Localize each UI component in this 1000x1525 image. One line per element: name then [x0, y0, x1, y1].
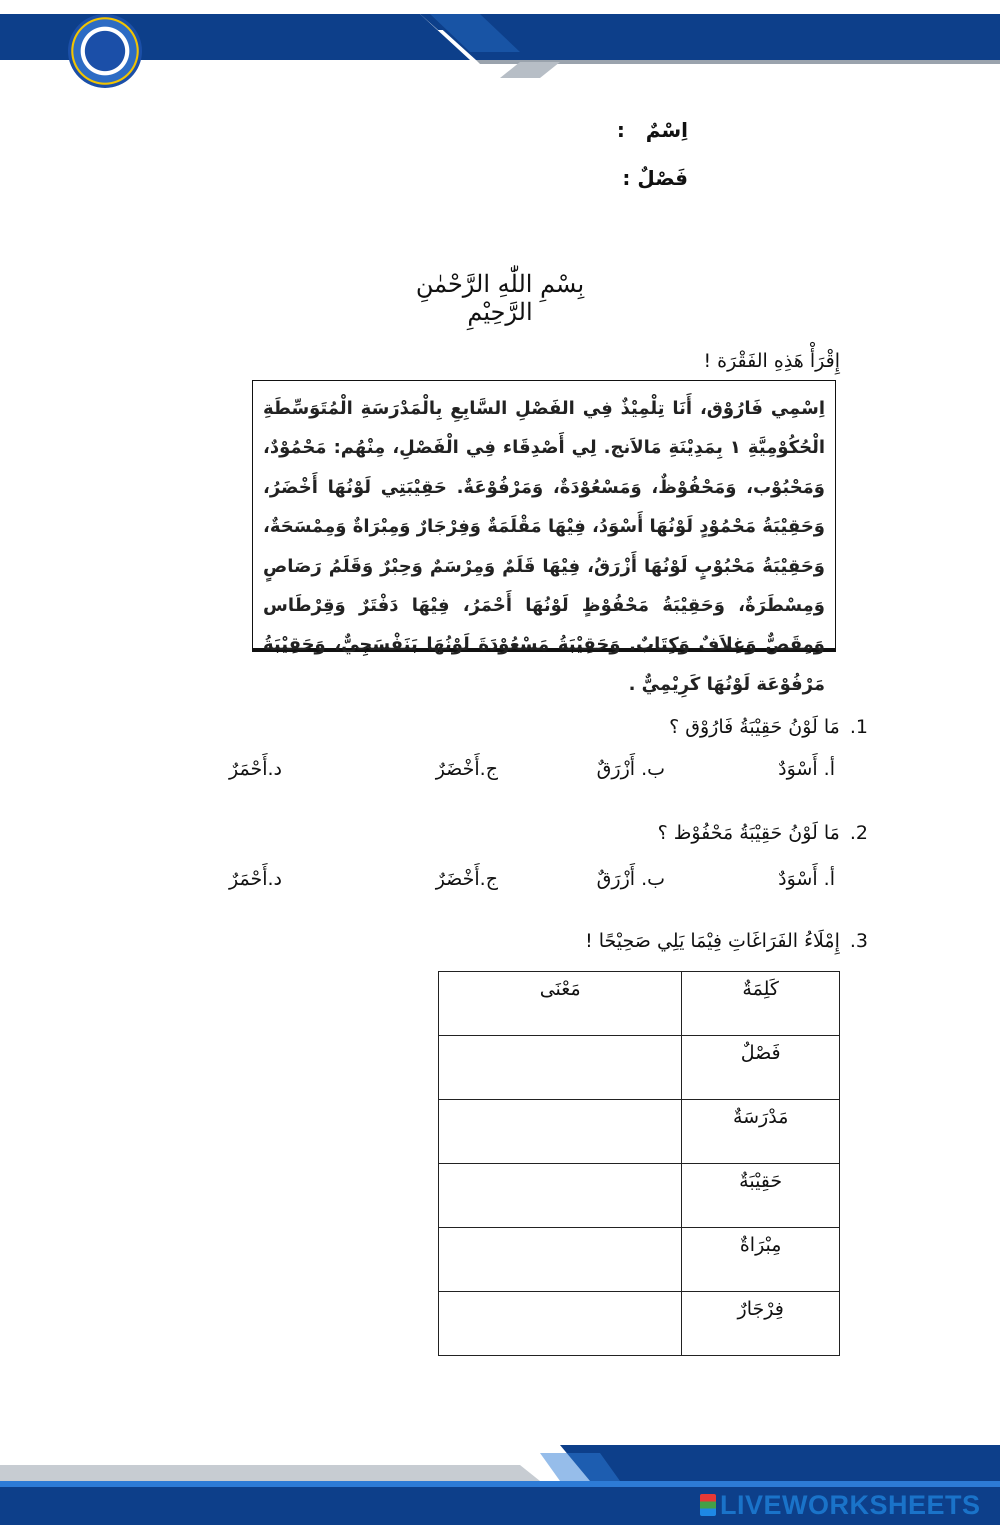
- question-3: [585, 930, 868, 952]
- question-number: 2.: [849, 822, 868, 844]
- meaning-answer-cell[interactable]: [439, 1228, 682, 1292]
- q2-choice-b[interactable]: ب. أَزْرَقٌ: [596, 868, 665, 890]
- word-cell: حَقِيْبَةٌ: [682, 1164, 840, 1228]
- meaning-answer-cell[interactable]: [439, 1292, 682, 1356]
- table-row: [439, 1228, 840, 1292]
- name-field-label: [617, 118, 688, 142]
- word-cell: فَصْلٌ: [682, 1036, 840, 1100]
- meaning-answer-cell[interactable]: [439, 1100, 682, 1164]
- column-header-meaning: مَعْنَى: [439, 972, 682, 1036]
- class-field-label: فَصْلٌ :: [622, 166, 688, 190]
- table-row: [439, 1292, 840, 1356]
- meaning-answer-cell[interactable]: [439, 1164, 682, 1228]
- q2-choice-c[interactable]: ج.أَخْضَرٌ: [435, 868, 498, 890]
- name-label: اِسْمٌ: [645, 118, 688, 142]
- school-emblem-icon: [68, 14, 142, 88]
- q1-choice-a[interactable]: أ. أَسْوَدٌ: [778, 758, 835, 780]
- liveworksheets-badge-icon: [700, 1494, 716, 1516]
- reading-passage-text: اِسْمِي فَارُوْق، أَنَا تِلْمِيْذٌ فِي الفَصْلِ السَّابِعِ بِالْمَدْرَسَةِ الْمُتَوَسِّطَةِ الْحُكُوْمِيَّةِ ١ بِمَدِيْنَةِ مَالاَنج. لِي أَصْدِقَاء فِي الْفَصْلِ، مِنْهُم: مَحْمُوْدٌ، وَمَحْبُوْب، وَمَحْفُوْظٌ، وَمَسْعُوْدَةٌ، وَمَرْفُوْعَةٌ. حَقِيْبَتِي لَوْنُهَا أَخْضَرُ، وَحَقِيْبَةُ مَحْمُوْدٍ لَوْنُهَا أَسْوَدُ، فِيْهَا مَقْلَمَةٌ وَفِرْجَارٌ وَمِبْرَاةٌ وَمِمْسَحَةٌ، وَحَقِيْبَةُ مَحْبُوْبٍ لَوْنُهَا أَزْرَقُ، فِيْهَا قَلَمٌ وَمِرْسَمٌ وَحِبْرٌ وَقَلَمُ رَصَاصٍ وَمِسْطَرَةٌ، وَحَقِيْبَةُ مَحْفُوْظٍ لَوْنُهَا أَحْمَرُ، فِيْهَا دَفْتَرٌ وَقِرْطَاس وَمِقَصٌّ وَغِلاَفٌ وَكِتَابٌ. وَحَقِيْبَةُ مَسْعُوْدَةَ لَوْنُهَا بَنَفْسَجِيٌّ، وَحَقِيْبَةُ مَرْفُوْعَة لَوْنُهَا كَرِيْمِيٌّ .: [263, 398, 825, 695]
- question-text: مَا لَوْنُ حَقِيْبَةُ مَحْفُوْظ ؟: [657, 822, 840, 844]
- table-row: [439, 1036, 840, 1100]
- reading-instruction: إِقْرَأْ هَذِهِ الفَقْرَة !: [703, 350, 840, 372]
- question-text: إِمْلَاءُ الفَرَاغَاتِ فِيْمَا يَلِي صَحِيْحًا !: [585, 930, 840, 952]
- liveworksheets-brand-text: LIVEWORKSHEETS: [720, 1490, 981, 1520]
- word-cell: فِرْجَارٌ: [682, 1292, 840, 1356]
- q1-choice-b[interactable]: ب. أَزْرَقٌ: [596, 758, 665, 780]
- q1-choice-c[interactable]: ج.أَخْضَرٌ: [435, 758, 498, 780]
- basmala-calligraphy: بِسْمِ اللّٰهِ الرَّحْمٰنِ الرَّحِيْمِ: [415, 270, 585, 326]
- word-cell: مِبْرَاةٌ: [682, 1228, 840, 1292]
- header-band: [0, 0, 1000, 90]
- table-row: [439, 1164, 840, 1228]
- word-cell: مَدْرَسَةٌ: [682, 1100, 840, 1164]
- liveworksheets-logo: [700, 1490, 981, 1521]
- vocabulary-table: [438, 971, 840, 1356]
- column-header-word: كَلِمَةٌ: [682, 972, 840, 1036]
- question-1: [669, 716, 868, 738]
- meaning-answer-cell[interactable]: [439, 1036, 682, 1100]
- question-text: مَا لَوْنُ حَقِيْبَةُ فَارُوْق ؟: [669, 716, 840, 738]
- question-number: 1.: [849, 716, 868, 738]
- q2-choice-d[interactable]: د.أَحْمَرٌ: [229, 868, 282, 890]
- table-row: [439, 1100, 840, 1164]
- q1-choice-d[interactable]: د.أَحْمَرٌ: [229, 758, 282, 780]
- question-number: 3.: [849, 930, 868, 952]
- table-header-row: [439, 972, 840, 1036]
- q2-choice-a[interactable]: أ. أَسْوَدٌ: [778, 868, 835, 890]
- question-2: [658, 822, 868, 844]
- name-colon: :: [616, 118, 625, 142]
- reading-passage-box: [252, 380, 836, 695]
